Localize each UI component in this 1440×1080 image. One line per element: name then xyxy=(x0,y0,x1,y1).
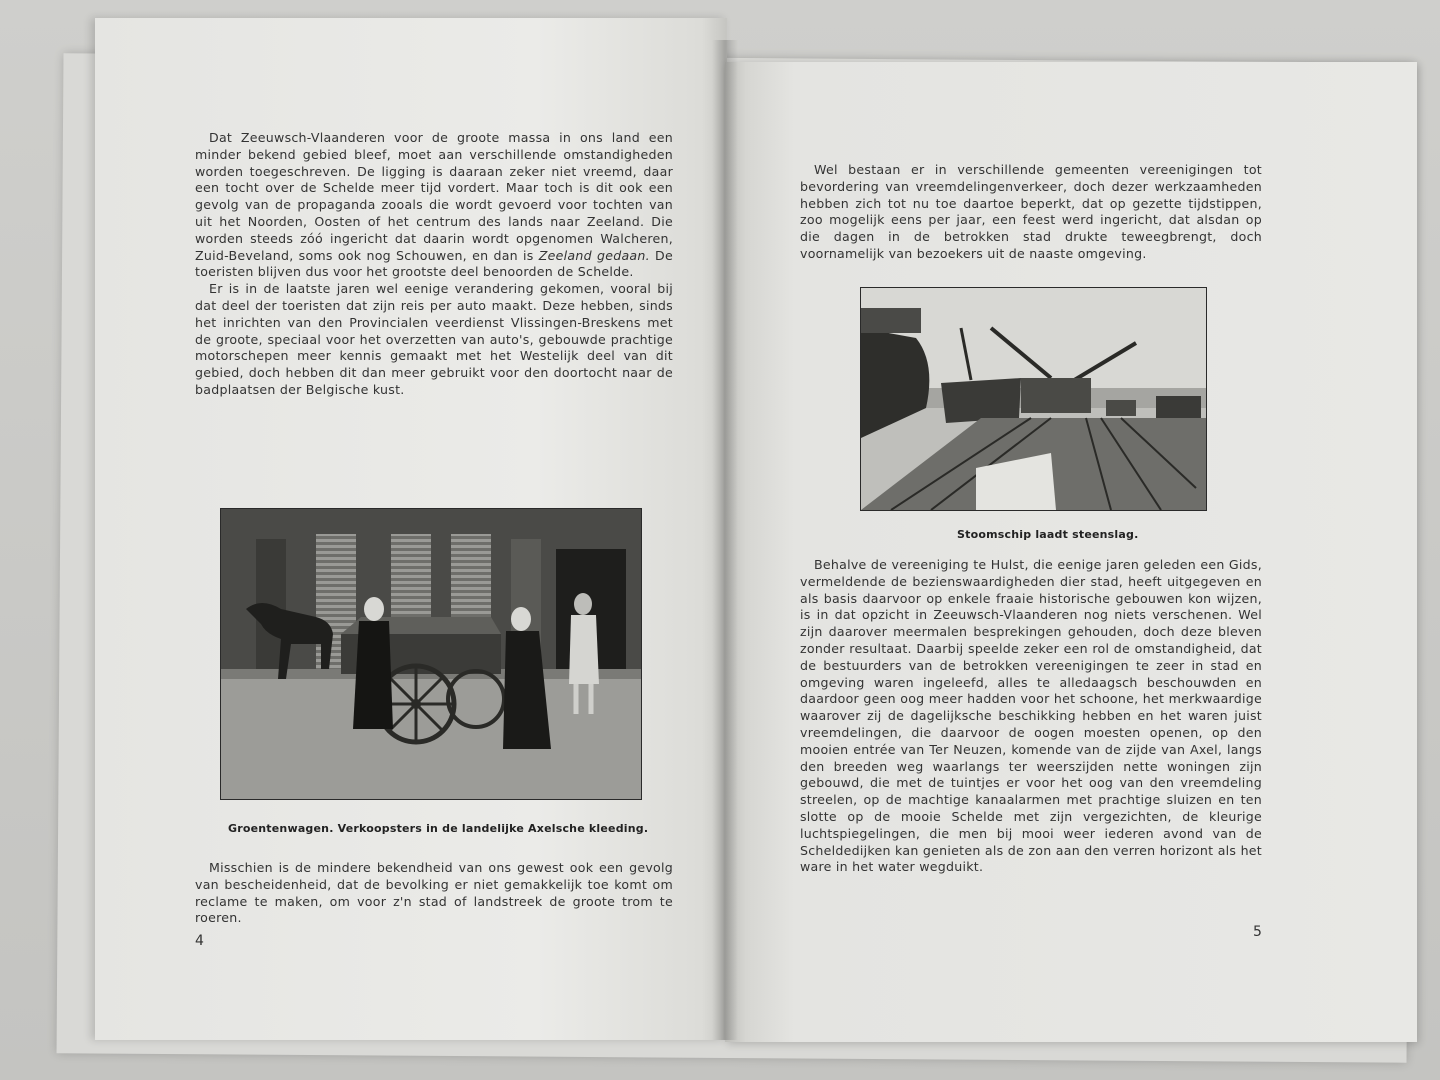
harbor-ship-photo-illustration xyxy=(861,288,1206,510)
right-paragraph-1: Wel bestaan er in verschillende gemeenten vereenigingen tot bevordering van vreemdelingenverkeer, doch dezer werkzaamheden hebben zich tot nu toe daartoe beperkt, dat op gezette tijdstippen, zoo mogelijk eens per jaar, een feest werd ingericht, dat alsdan op die dagen in de betrokken stad drukte teweegbrengt, doch voornamelijk van bezoekers uit de naaste omgeving. xyxy=(800,162,1262,261)
left-page xyxy=(95,18,727,1040)
photo-stoomschip xyxy=(860,287,1207,511)
right-top-text xyxy=(800,162,1262,263)
photo-groentenwagen xyxy=(220,508,642,800)
right-bottom-text xyxy=(800,557,1262,876)
italic-phrase: Zeeland gedaan. xyxy=(538,247,650,263)
photo-caption-right: Stoomschip laadt steenslag. xyxy=(957,528,1139,541)
photo-caption-left: Groentenwagen. Verkoopsters in de landelijke Axelsche kleeding. xyxy=(228,822,649,835)
page-number-left: 4 xyxy=(195,933,204,949)
left-paragraph-1: Dat Zeeuwsch-Vlaanderen voor de groote massa in ons land een minder bekend gebied bleef, moet aan verschillende omstandigheden worden toegeschreven. De ligging is daaraan zeker niet vreemd, daar een tocht over de Schelde meer tijd vordert. Maar toch is dit ook een gevolg van de propaganda zooals die wordt gevoerd voor tochten van uit het Noorden, Oosten of het centrum des lands naar Zeeland. Die worden steeds zóó ingericht dat daarin wordt opgenomen Walcheren, Zuid-Beveland, soms ook nog Schouwen, en dan is Zeeland gedaan. De toeristen blijven dus voor het grootste deel benoorden de Schelde. xyxy=(195,130,673,280)
left-bottom-text xyxy=(195,860,673,927)
vegetable-cart-photo-illustration xyxy=(221,509,641,799)
right-page xyxy=(725,62,1417,1042)
left-body-text xyxy=(195,130,673,399)
right-paragraph-2: Behalve de vereeniging te Hulst, die eenige jaren geleden een Gids, vermeldende de bezienswaardigheden dier stad, heeft uitgegeven en als basis daarvoor op enkele fraaie historische gebouwen kon wijzen, is in dat opzicht in Zeeuwsch-Vlaanderen nog niets verschenen. Wel zijn daarover meermalen besprekingen gehouden, doch deze bleven zonder resultaat. Daarbij speelde zeker een rol de omstandigheid, dat de bestuurders van de betrokken vereenigingen te zeer in stad en omgeving waren ingeleefd, alles te alledaagsch beschouwden en daardoor geen oog meer hadden voor het schoone, het merkwaardige waarover zij de dagelijksche beschikking hebben en het waren juist vreemdelingen, die daarvoor de oogen moesten openen, op den mooien entrée van Ter Neuzen, komende van de zijde van Axel, langs den breeden weg waarlangs ter weerszijden nette woningen zijn gebouwd, die met de tuintjes er voor het oog van den vreemdeling streelen, op de machtige kanaalarmen met prachtige sluizen en ten slotte op de mooie Schelde met zijn vergezichten, de kleurige luchtspiegelingen, die men bij mooi weer iederen avond van de Scheldedijken kan genieten als de zon aan den verren horizont als het ware in het water wegduikt. xyxy=(800,557,1262,875)
page-number-right: 5 xyxy=(1253,924,1262,940)
left-paragraph-3: Misschien is de mindere bekendheid van ons gewest ook een gevolg van bescheidenheid, dat de bevolking er niet gemakkelijk toe komt om reclame te maken, om voor z'n stad of landstreek de groote trom te roeren. xyxy=(195,860,673,926)
left-paragraph-2: Er is in de laatste jaren wel eenige verandering gekomen, vooral bij dat deel der toeristen dat zijn reis per auto maakt. Deze hebben, sinds het inrichten van den Provincialen veerdienst Vlissingen-Breskens met de groote, speciaal voor het overzetten van auto's, gebouwde prachtige motorschepen meer kennis gemaakt met het Westelijk deel van dit gebied, doch hebben dit dan meer gebruikt voor den doortocht naar de badplaatsen der Belgische kust. xyxy=(195,281,673,397)
book-spine-shadow xyxy=(712,40,738,1040)
